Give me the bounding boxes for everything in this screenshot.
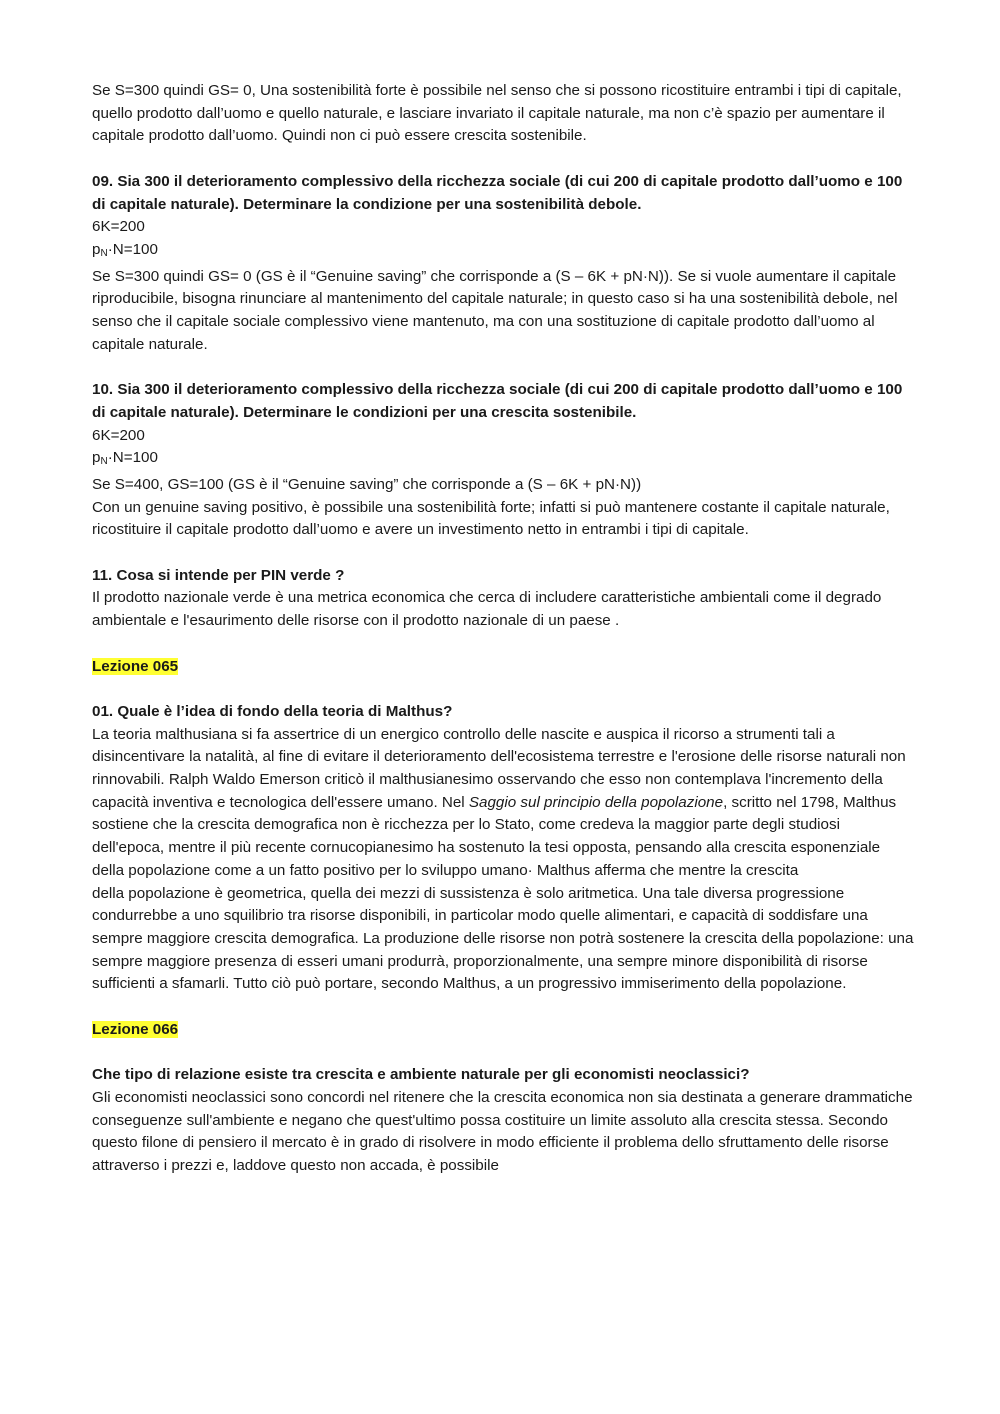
- pn-rest: ·N=100: [107, 449, 158, 467]
- question-10-title: 10. Sia 300 il deterioramento complessivo della ricchezza sociale (di cui 200 di capitale prodotto dall’uomo e 100 di capitale naturale). Determinare le condizioni per una crescita sostenibile.: [92, 381, 903, 421]
- answer-part-2: , scritto nel 1798, Malthus sostiene che la crescita demografica non è ricchezza per lo Stato, come credeva la maggior parte degli studiosi dell'epoca, mentre il più recente cornucopianesimo ha sostenuto la tesi opposta, pensando alla crescita esponenziale della popolazione come a un fatto positivo per lo sviluppo umano· Malthus afferma che mentre la crescita: [92, 793, 897, 879]
- question-09-line-6k: 6K=200: [92, 218, 145, 236]
- lezione-065-question: 01. Quale è l’idea di fondo della teoria di Malthus?: [92, 702, 453, 720]
- question-10-line-pn: [92, 447, 914, 474]
- question-10-answer: Con un genuine saving positivo, è possibile una sostenibilità forte; infatti si può mantenere costante il capitale naturale, ricostituire il capitale prodotto dall’uomo e avere un investimento netto in entrambi i tipi di capitale.: [92, 498, 890, 539]
- lezione-065-highlight: Lezione 065: [92, 657, 179, 675]
- spacer: [92, 633, 914, 656]
- pn-p: p: [92, 449, 101, 467]
- pn-subscript: N: [100, 247, 108, 259]
- spacer: [92, 356, 914, 379]
- question-09-answer: Se S=300 quindi GS= 0 (GS è il “Genuine saving” che corrisponde a (S – 6K + pN·N)). Se si vuole aumentare il capitale riproducibile, bisogna rinunciare al mantenimento del capitale naturale; in questo caso si ha una sostenibilità debole, nel senso che il capitale sociale complessivo viene mantenuto, ma con una sostituzione di capitale prodotto dall’uomo al capitale naturale.: [92, 267, 898, 353]
- question-11-answer: Il prodotto nazionale verde è una metrica economica che cerca di includere caratteristiche ambientali come il degrado ambientale e l'esaurimento delle risorse con il prodotto nazionale di un paese .: [92, 589, 882, 630]
- answer-part-1: La teoria malthusiana si fa assertrice di un energico controllo delle nascite e auspica il ricorso a strumenti tali a disincentivare la natalità, al fine di evitare il deterioramento dell'ecosistema terrestre e l'erosione delle risorse naturali non rinnovabili. Ralph Waldo Emerson criticò il malthusianesimo osservando che esso non contemplava l'incremento della capacità inventiva e tecnologica dell'essere umano. Nel: [92, 725, 906, 811]
- lezione-065-answer: [92, 724, 914, 883]
- question-10-block: [92, 379, 914, 542]
- spacer: [92, 542, 914, 565]
- question-09-block: [92, 171, 914, 357]
- lezione-065-answer-continued: della popolazione è geometrica, quella dei mezzi di sussistenza è solo aritmetica. Una tale diversa progressione condurrebbe a uno squilibrio tra risorse disponibili, in particolar modo quelle alimentari, e capacità di soddisfare una sempre maggiore crescita demografica. La produzione delle risorse non potrà sostenere la crescita della popolazione: una sempre maggiore presenza di esseri umani produrrà, proporzionalmente, una sempre minore disponibilità di risorse sufficienti a sfamarli. Tutto ciò può portare, secondo Malthus, a un progressivo immiserimento della popolazione.: [92, 884, 914, 993]
- lezione-066-question: Che tipo di relazione esiste tra crescita e ambiente naturale per gli economisti neoclassici?: [92, 1066, 750, 1084]
- question-10-line-6k: 6K=200: [92, 426, 145, 444]
- question-11-block: [92, 565, 914, 633]
- pn-p: p: [92, 240, 101, 258]
- question-11-title: 11. Cosa si intende per PIN verde ?: [92, 566, 345, 584]
- pn-rest: ·N=100: [107, 240, 158, 258]
- spacer: [92, 1041, 914, 1064]
- spacer: [92, 678, 914, 701]
- lezione-065-question-block: [92, 701, 914, 996]
- pn-subscript: N: [100, 456, 108, 468]
- spacer: [92, 148, 914, 171]
- lezione-065-heading: [92, 656, 914, 679]
- lezione-066-heading: [92, 1019, 914, 1042]
- intro-paragraph: Se S=300 quindi GS= 0, Una sostenibilità forte è possibile nel senso che si possono ricostituire entrambi i tipi di capitale, quello prodotto dall’uomo e quello naturale, e lasciare invariato il capitale naturale, ma non c’è spazio per aumentare il capitale prodotto dall’uomo. Quindi non ci può essere crescita sostenibile.: [92, 82, 902, 145]
- question-09-title: 09. Sia 300 il deterioramento complessivo della ricchezza sociale (di cui 200 di capitale prodotto dall’uomo e 100 di capitale naturale). Determinare la condizione per una sostenibilità debole.: [92, 172, 903, 213]
- lezione-066-question-block: [92, 1064, 914, 1178]
- document-page: [92, 80, 914, 1178]
- spacer: [92, 996, 914, 1019]
- lezione-066-answer: Gli economisti neoclassici sono concordi nel ritenere che la crescita economica non sia destinata a generare drammatiche conseguenze sull'ambiente e negano che quest'ultimo possa costituire un limite assoluto alla crescita stessa. Secondo questo filone di pensiero il mercato è in grado di risolvere in modo efficiente il problema dello sfruttamento delle risorse attraverso i prezzi e, laddove questo non accada, è possibile: [92, 1088, 913, 1174]
- question-10-line-gs: Se S=400, GS=100 (GS è il “Genuine saving” che corrisponde a (S – 6K + pN·N)): [92, 475, 642, 493]
- question-09-line-pn: [92, 239, 914, 266]
- answer-italic-title: Saggio sul principio della popolazione: [468, 793, 724, 811]
- lezione-066-highlight: Lezione 066: [92, 1020, 179, 1038]
